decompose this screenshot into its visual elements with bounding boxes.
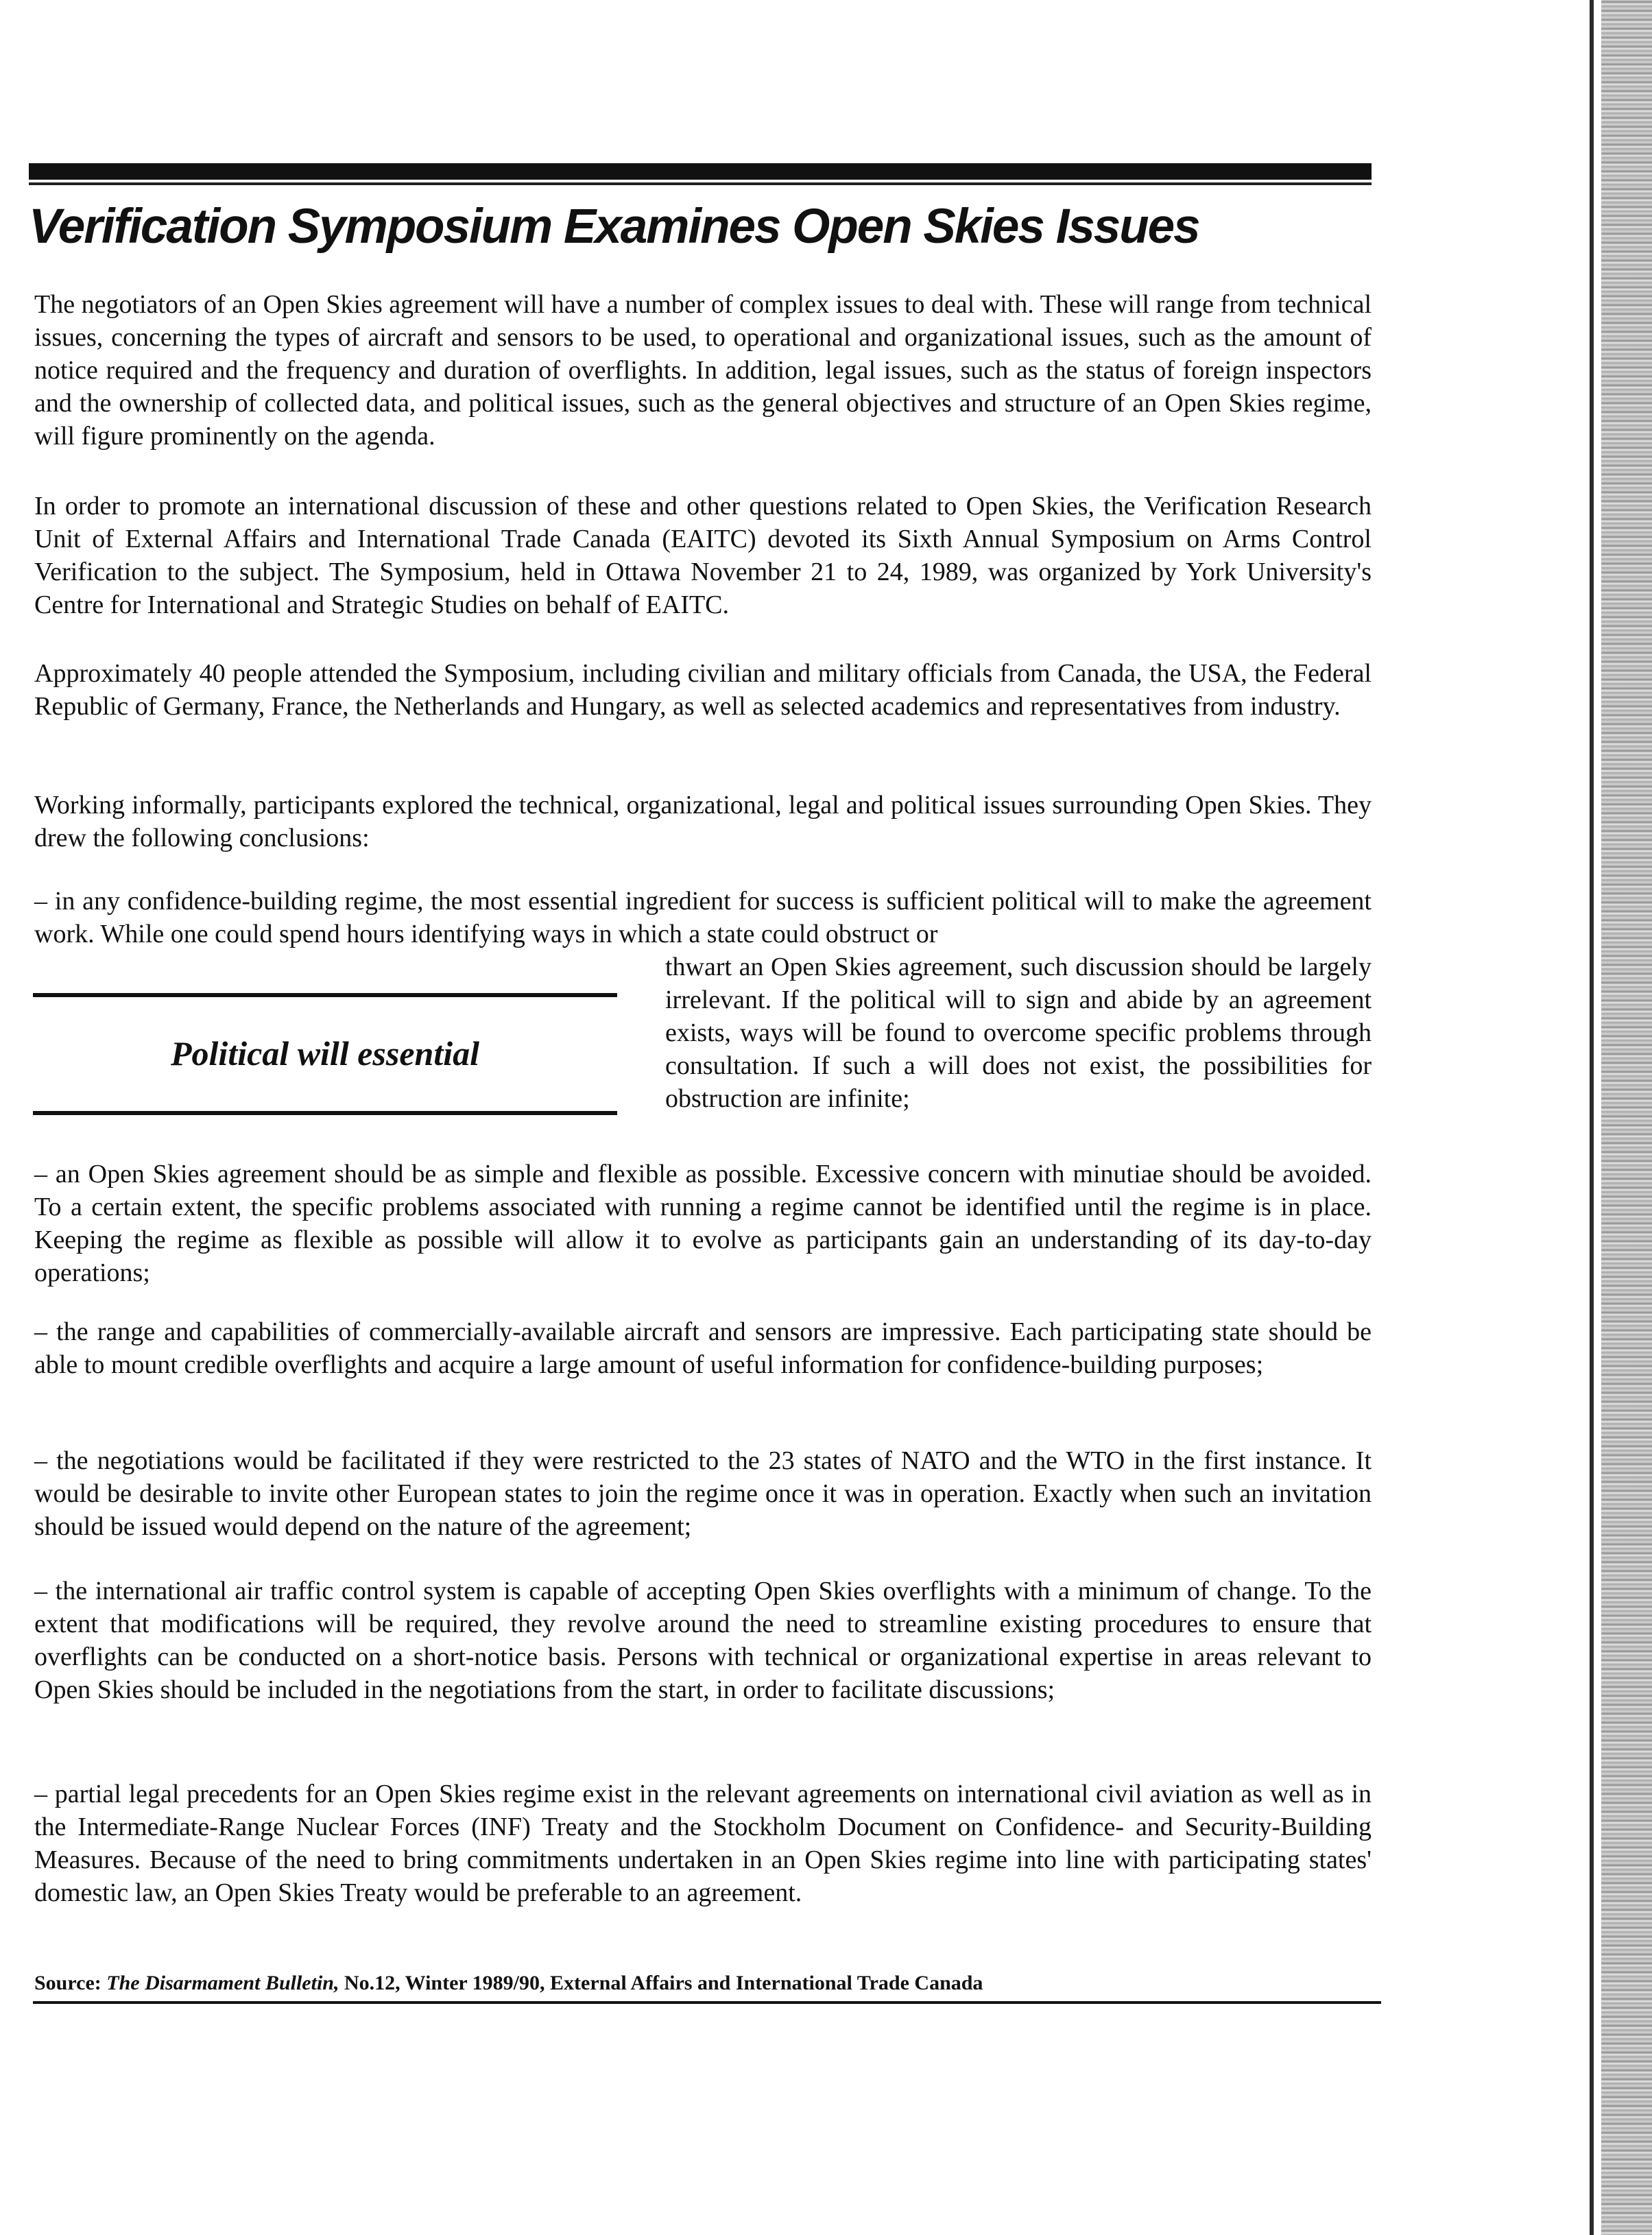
conclusion-air-traffic: – the international air traffic control system is capable of accepting Open Skies overflights with a minimum of change. To the extent that modifications will be required, they revolve around the need to streamline existing procedures to ensure that overflights can be conducted on a short-notice basis. Persons with technical or organizational expertise in areas relevant to Open Skies should be included in the negotiations from the start, in order to facilitate discussions; <box>34 1577 1372 1704</box>
source-label: Source: <box>34 1972 101 1994</box>
pullquote-rule-top <box>33 993 617 997</box>
conclusion-political-will-end: thwart an Open Skies agreement, such discussion should be largely irrelevant. If the political will to sign and abide by an agreement exists, ways will be found to overcome specific problems through consultation. If such a will does not exist, the possibilities for obstruction are infinite; <box>665 953 1372 1113</box>
scan-edge <box>1601 0 1652 2235</box>
conclusion-political-will-start: – in any confidence-building regime, the most essential ingredient for success is sufficient political will to make the agreement work. While one could spend hours identifying ways in which a state could obstruct or <box>34 887 1372 948</box>
header-rule-thin <box>29 182 1372 185</box>
conclusions-intro-paragraph: Working informally, participants explored the technical, organizational, legal and political issues surrounding Open Skies. They drew the following conclusions: <box>34 791 1372 852</box>
conclusion-simplicity: – an Open Skies agreement should be as simple and flexible as possible. Excessive concern with minutiae should be avoided. To a certain extent, the specific problems associated with running a regime cannot be identified until the regime is in place. Keeping the regime as flexible as possible will allow it to evolve as participants gain an understanding of its day-to-day operations; <box>34 1160 1372 1287</box>
conclusion-negotiation-scope: – the negotiations would be facilitated if they were restricted to the 23 states of NATO and the WTO in the first instance. It would be desirable to invite other European states to join the regime once it was in operation. Exactly when such an invitation should be issued would depend on the nature of the agreement; <box>34 1446 1372 1541</box>
conclusion-aircraft-sensors: – the range and capabilities of commercially-available aircraft and sensors are impressive. Each participating state should be able to mount credible overflights and acquire a large amount of useful information for confidence-building purposes; <box>34 1317 1372 1379</box>
source-citation <box>34 1970 1378 1997</box>
conclusion-legal-precedents: – partial legal precedents for an Open Skies regime exist in the relevant agreements on international civil aviation as well as in the Intermediate-Range Nuclear Forces (INF) Treaty and the Stockholm Document on Confidence- and Security-Building Measures. Because of the need to bring commitments undertaken in an Open Skies regime into line with participating states' domestic law, an Open Skies Treaty would be preferable to an agreement. <box>34 1780 1372 1907</box>
source-rule <box>33 2001 1381 2004</box>
source-details: No.12, Winter 1989/90, External Affairs and International Trade Canada <box>344 1972 983 1994</box>
scan-shadow <box>1590 0 1594 2235</box>
attendance-paragraph: Approximately 40 people attended the Symposium, including civilian and military officials from Canada, the USA, the Federal Republic of Germany, France, the Netherlands and Hungary, as well as selected academics and representatives from industry. <box>34 659 1372 721</box>
intro-paragraph: The negotiators of an Open Skies agreement will have a number of complex issues to deal with. These will range from technical issues, concerning the types of aircraft and sensors to be used, to operational and organizational issues, such as the amount of notice required and the frequency and duration of overflights. In addition, legal issues, such as the status of foreign inspectors and the ownership of collected data, and political issues, such as the general objectives and structure of an Open Skies regime, will figure prominently on the agenda. <box>34 290 1372 451</box>
header-rule-thick <box>29 163 1372 180</box>
source-publication: The Disarmament Bulletin, <box>106 1972 339 1994</box>
symposium-paragraph: In order to promote an international discussion of these and other questions related to Open Skies, the Verification Research Unit of External Affairs and International Trade Canada (EAITC) devoted its Sixth Annual Symposium on Arms Control Verification to the subject. The Symposium, held in Ottawa November 21 to 24, 1989, was organized by York University's Centre for International and Strategic Studies on behalf of EAITC. <box>34 492 1372 619</box>
pullquote: Political will essential <box>171 1034 479 1073</box>
pullquote-rule-bottom <box>33 1111 617 1115</box>
article-title: Verification Symposium Examines Open Skies Issues <box>29 200 1199 254</box>
